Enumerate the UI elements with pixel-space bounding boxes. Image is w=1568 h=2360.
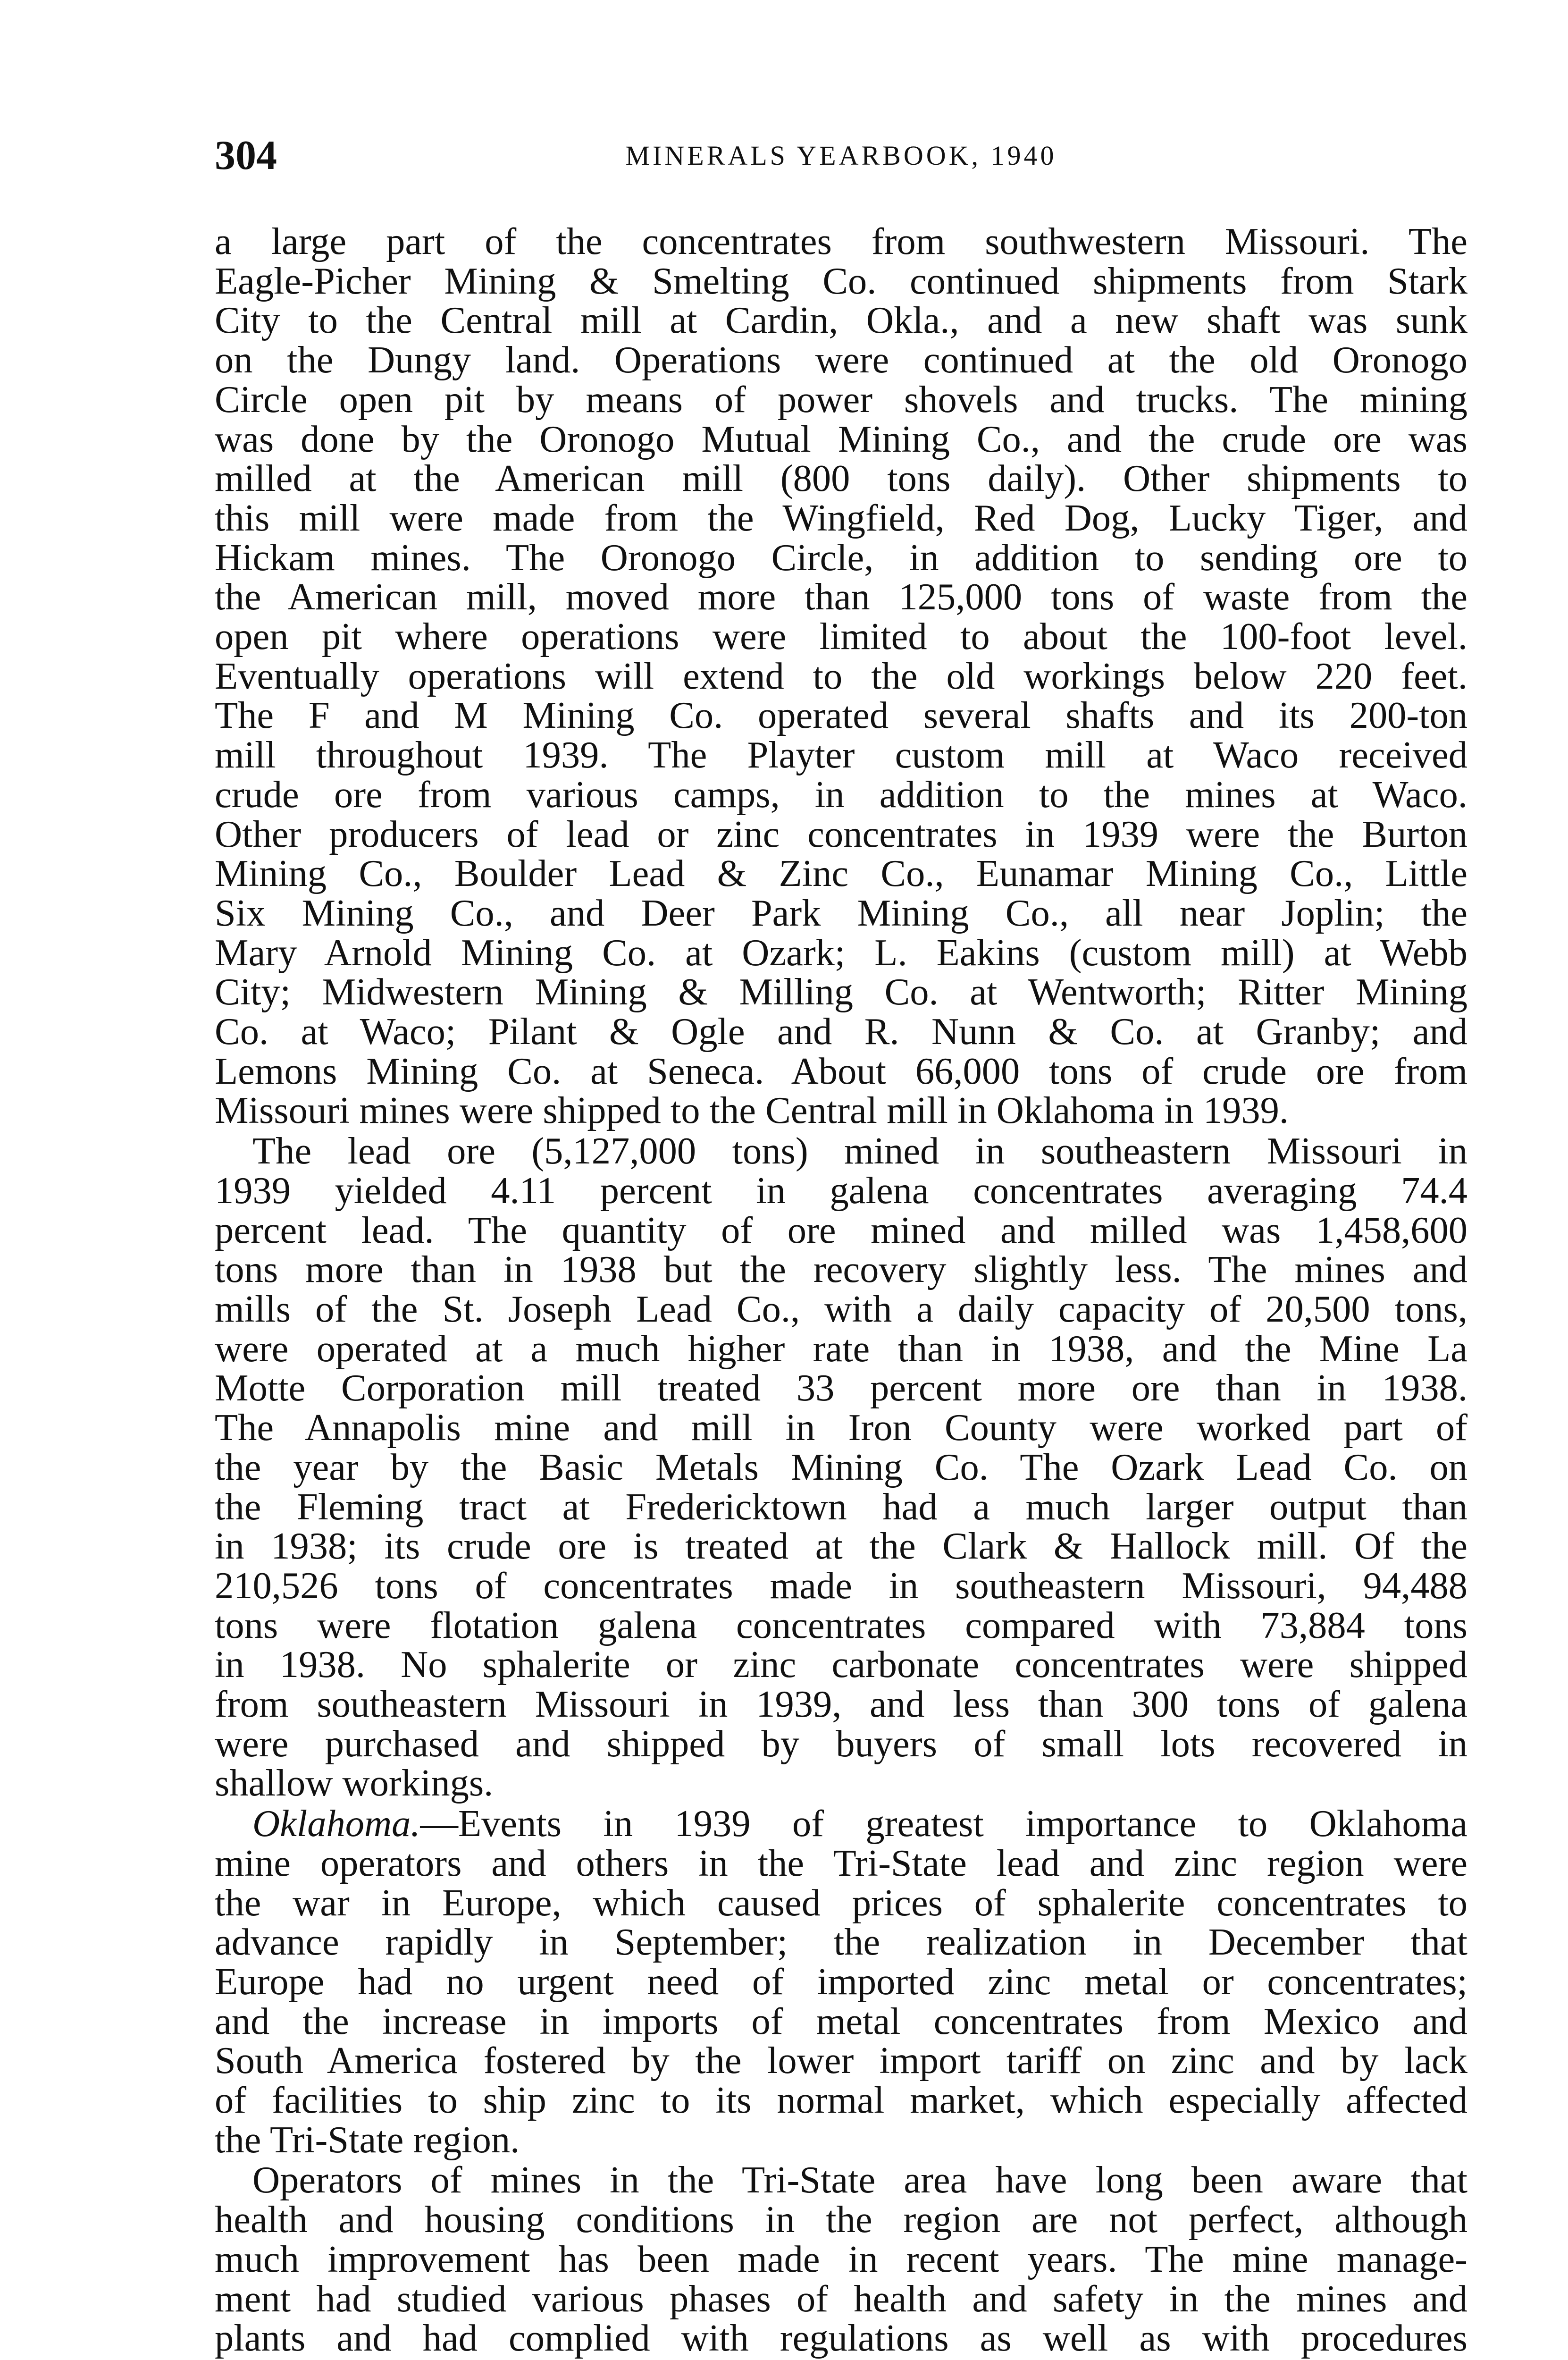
text-line: from southeastern Missouri in 1939, and less than 300 tons of galena [215,1683,1467,1726]
body-text [215,222,1467,2358]
text-line: Mary Arnold Mining Co. at Ozark; L. Eakins (custom mill) at Webb [215,931,1467,974]
text-line: this mill were made from the Wingfield, Red Dog, Lucky Tiger, and [215,497,1467,539]
text-line: 1939 yielded 4.11 percent in galena concentrates averaging 74.4 [215,1169,1467,1212]
text-line: open pit where operations were limited to about the 100-foot level. [215,615,1467,658]
text-line: on the Dungy land. Operations were continued at the old Oronogo [215,339,1467,381]
text-line: advance rapidly in September; the realization in December that [215,1921,1467,1964]
text-line: was done by the Oronogo Mutual Mining Co., and the crude ore was [215,418,1467,460]
text-line: crude ore from various camps, in addition to the mines at Waco. [215,773,1467,816]
text-line: Hickam mines. The Oronogo Circle, in addition to sending ore to [215,536,1467,579]
text-line: The lead ore (5,127,000 tons) mined in southeastern Missouri in [252,1130,1467,1172]
text-line: plants and had complied with regulations as well as with procedures [215,2317,1467,2360]
text-line: Other producers of lead or zinc concentrates in 1939 were the Burton [215,813,1467,855]
text-line: health and housing conditions in the region are not perfect, although [215,2199,1467,2241]
text-line: tons more than in 1938 but the recovery slightly less. The mines and [215,1248,1467,1291]
text-line: South America fostered by the lower import tariff on zinc and by lack [215,2040,1467,2082]
text-line: City to the Central mill at Cardin, Okla., and a new shaft was sunk [215,299,1467,342]
paragraph [215,2160,1467,2358]
text-line: mills of the St. Joseph Lead Co., with a daily capacity of 20,500 tons, [215,1288,1467,1330]
text-line: the Fleming tract at Fredericktown had a much larger output than [215,1485,1467,1528]
text-line: Co. at Waco; Pilant & Ogle and R. Nunn & Co. at Granby; and [215,1011,1467,1053]
running-title: MINERALS YEARBOOK, 1940 [625,140,1057,171]
text-line: Operators of mines in the Tri-State area have long been aware that [252,2159,1467,2201]
text-line: Motte Corporation mill treated 33 percent more ore than in 1938. [215,1367,1467,1409]
text-line: mine operators and others in the Tri-State lead and zinc region were [215,1842,1467,1884]
text-line: City; Midwestern Mining & Milling Co. at Wentworth; Ritter Mining [215,971,1467,1013]
text-line: tons were flotation galena concentrates compared with 73,884 tons [215,1604,1467,1646]
text-line: Oklahoma.—Events in 1939 of greatest importance to Oklahoma [252,1803,1467,1845]
text-line: the Tri-State region. [215,2118,520,2161]
text-line: Circle open pit by means of power shovels and trucks. The mining [215,378,1467,421]
text-line: Eventually operations will extend to the old workings below 220 feet. [215,655,1467,697]
text-line: shallow workings. [215,1762,494,1804]
paragraph [215,222,1467,1130]
text-line: percent lead. The quantity of ore mined and milled was 1,458,600 [215,1209,1467,1251]
text-line: Europe had no urgent need of imported zinc metal or concentrates; [215,1960,1467,2003]
text-line: Missouri mines were shipped to the Central mill in Oklahoma in 1939. [215,1089,1289,1132]
page-number: 304 [215,133,277,178]
text-line: much improvement has been made in recent years. The mine manage- [215,2238,1467,2280]
text-line: were operated at a much higher rate than in 1938, and the Mine La [215,1327,1467,1370]
text-line: 210,526 tons of concentrates made in southeastern Missouri, 94,488 [215,1564,1467,1607]
text-line: ment had studied various phases of health and safety in the mines and [215,2277,1467,2320]
text-line: the war in Europe, which caused prices of sphalerite concentrates to [215,1881,1467,1924]
text-line: Eagle-Picher Mining & Smelting Co. continued shipments from Stark [215,260,1467,302]
paragraph [215,1131,1467,1803]
text-line: mill throughout 1939. The Playter custom mill at Waco received [215,734,1467,776]
text-line: in 1938. No sphalerite or zinc carbonate concentrates were shipped [215,1644,1467,1686]
text-line: of facilities to ship zinc to its normal market, which especially affected [215,2079,1467,2122]
text-line: were purchased and shipped by buyers of small lots recovered in [215,1722,1467,1765]
text-line: Six Mining Co., and Deer Park Mining Co., all near Joplin; the [215,892,1467,934]
text-line: milled at the American mill (800 tons daily). Other shipments to [215,457,1467,500]
paragraph [215,1804,1467,2159]
text-line: the year by the Basic Metals Mining Co. The Ozark Lead Co. on [215,1446,1467,1488]
text-line: Mining Co., Boulder Lead & Zinc Co., Eunamar Mining Co., Little [215,852,1467,895]
text-line: a large part of the concentrates from southwestern Missouri. The [215,220,1467,262]
text-line: Lemons Mining Co. at Seneca. About 66,000 tons of crude ore from [215,1050,1467,1092]
text-line: The F and M Mining Co. operated several shafts and its 200-ton [215,694,1467,737]
text-line: The Annapolis mine and mill in Iron County were worked part of [215,1407,1467,1449]
text-line: in 1938; its crude ore is treated at the Clark & Hallock mill. Of the [215,1525,1467,1568]
running-head [215,127,1467,184]
text-line: the American mill, moved more than 125,000 tons of waste from the [215,576,1467,618]
text-line: and the increase in imports of metal concentrates from Mexico and [215,2000,1467,2042]
section-lead-in: Oklahoma. [252,1803,420,1845]
